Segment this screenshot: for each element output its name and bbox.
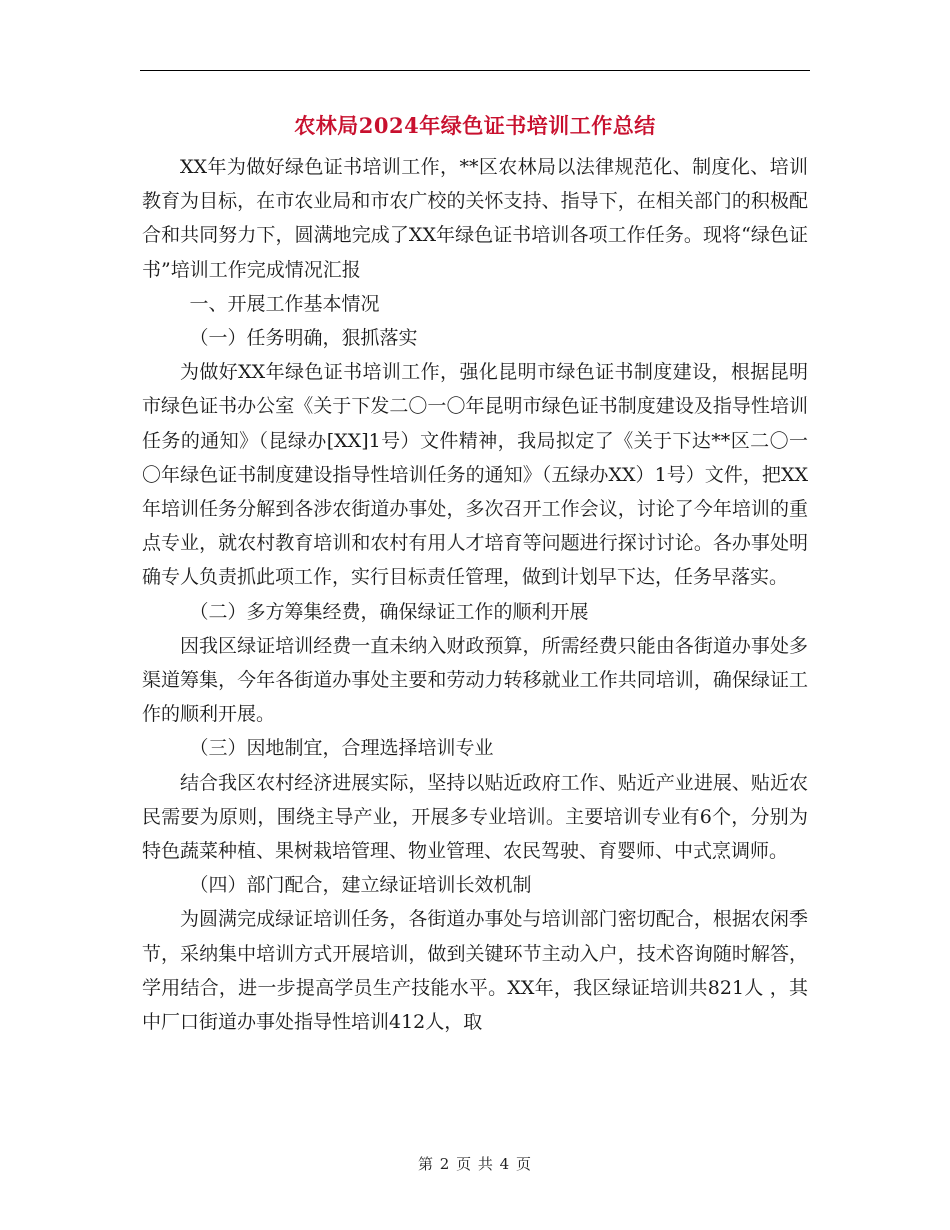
- section-heading-1: 一、开展工作基本情况: [189, 292, 380, 315]
- intro-paragraph: XX年为做好绿色证书培训工作，**区农林局以法律规范化、制度化、培训教育为目标，在市农业局和市农广校的关怀支持、指导下，在相关部门的积极配合和共同努力下，圆满地完成了XX年绿色证书培训各项工作任务。现将“绿色证书”培训工作完成情况汇报: [142, 156, 808, 281]
- subsection-heading-3: （三）因地制宜，合理选择培训专业: [189, 737, 494, 760]
- subsection-heading-2: （二）多方筹集经费，确保绿证工作的顺利开展: [189, 600, 589, 623]
- document-title: 农林局2024年绿色证书培训工作总结: [294, 113, 656, 138]
- body-paragraph-2: 因我区绿证培训经费一直未纳入财政预算，所需经费只能由各街道办事处多渠道筹集，今年各街道办事处主要和劳动力转移就业工作共同培训，确保绿证工作的顺利开展。: [142, 634, 808, 726]
- body-paragraph-4: 为圆满完成绿证培训任务，各街道办事处与培训部门密切配合，根据农闲季节，采纳集中培训方式开展培训，做到关键环节主动入户，技术咨询随时解答，学用结合，进一步提高学员生产技能水平。XX年，我区绿证培训共821人 ，其中厂口街道办事处指导性培训412人，取: [142, 908, 808, 1034]
- body-paragraph-3: 结合我区农村经济进展实际，坚持以贴近政府工作、贴近产业进展、贴近农民需要为原则，围绕主导产业，开展多专业培训。主要培训专业有6个，分别为特色蔬菜种植、果树栽培管理、物业管理、农民驾驶、育婴师、中式烹调师。: [142, 771, 808, 863]
- document-body: [142, 150, 808, 1039]
- page-number: 第 2 页 共 4 页: [418, 1155, 532, 1173]
- body-paragraph-1: 为做好XX年绿色证书培训工作，强化昆明市绿色证书制度建设，根据昆明市绿色证书办公室《关于下发二〇一〇年昆明市绿色证书制度建设及指导性培训任务的通知》（昆绿办[XX]1号）文件精神，我局拟定了《关于下达**区二〇一〇年绿色证书制度建设指导性培训任务的通知》（五绿办XX）1号）文件，把XX年培训任务分解到各涉农街道办事处，多次召开工作会议，讨论了今年培训的重点专业，就农村教育培训和农村有用人才培育等问题进行探讨讨论。各办事处明确专人负责抓此项工作，实行目标责任管理，做到计划早下达，任务早落实。: [142, 361, 808, 589]
- subsection-heading-4: （四）部门配合，建立绿证培训长效机制: [189, 874, 532, 897]
- header-rule: [140, 70, 810, 71]
- subsection-heading-1: （一）任务明确，狠抓落实: [189, 327, 418, 350]
